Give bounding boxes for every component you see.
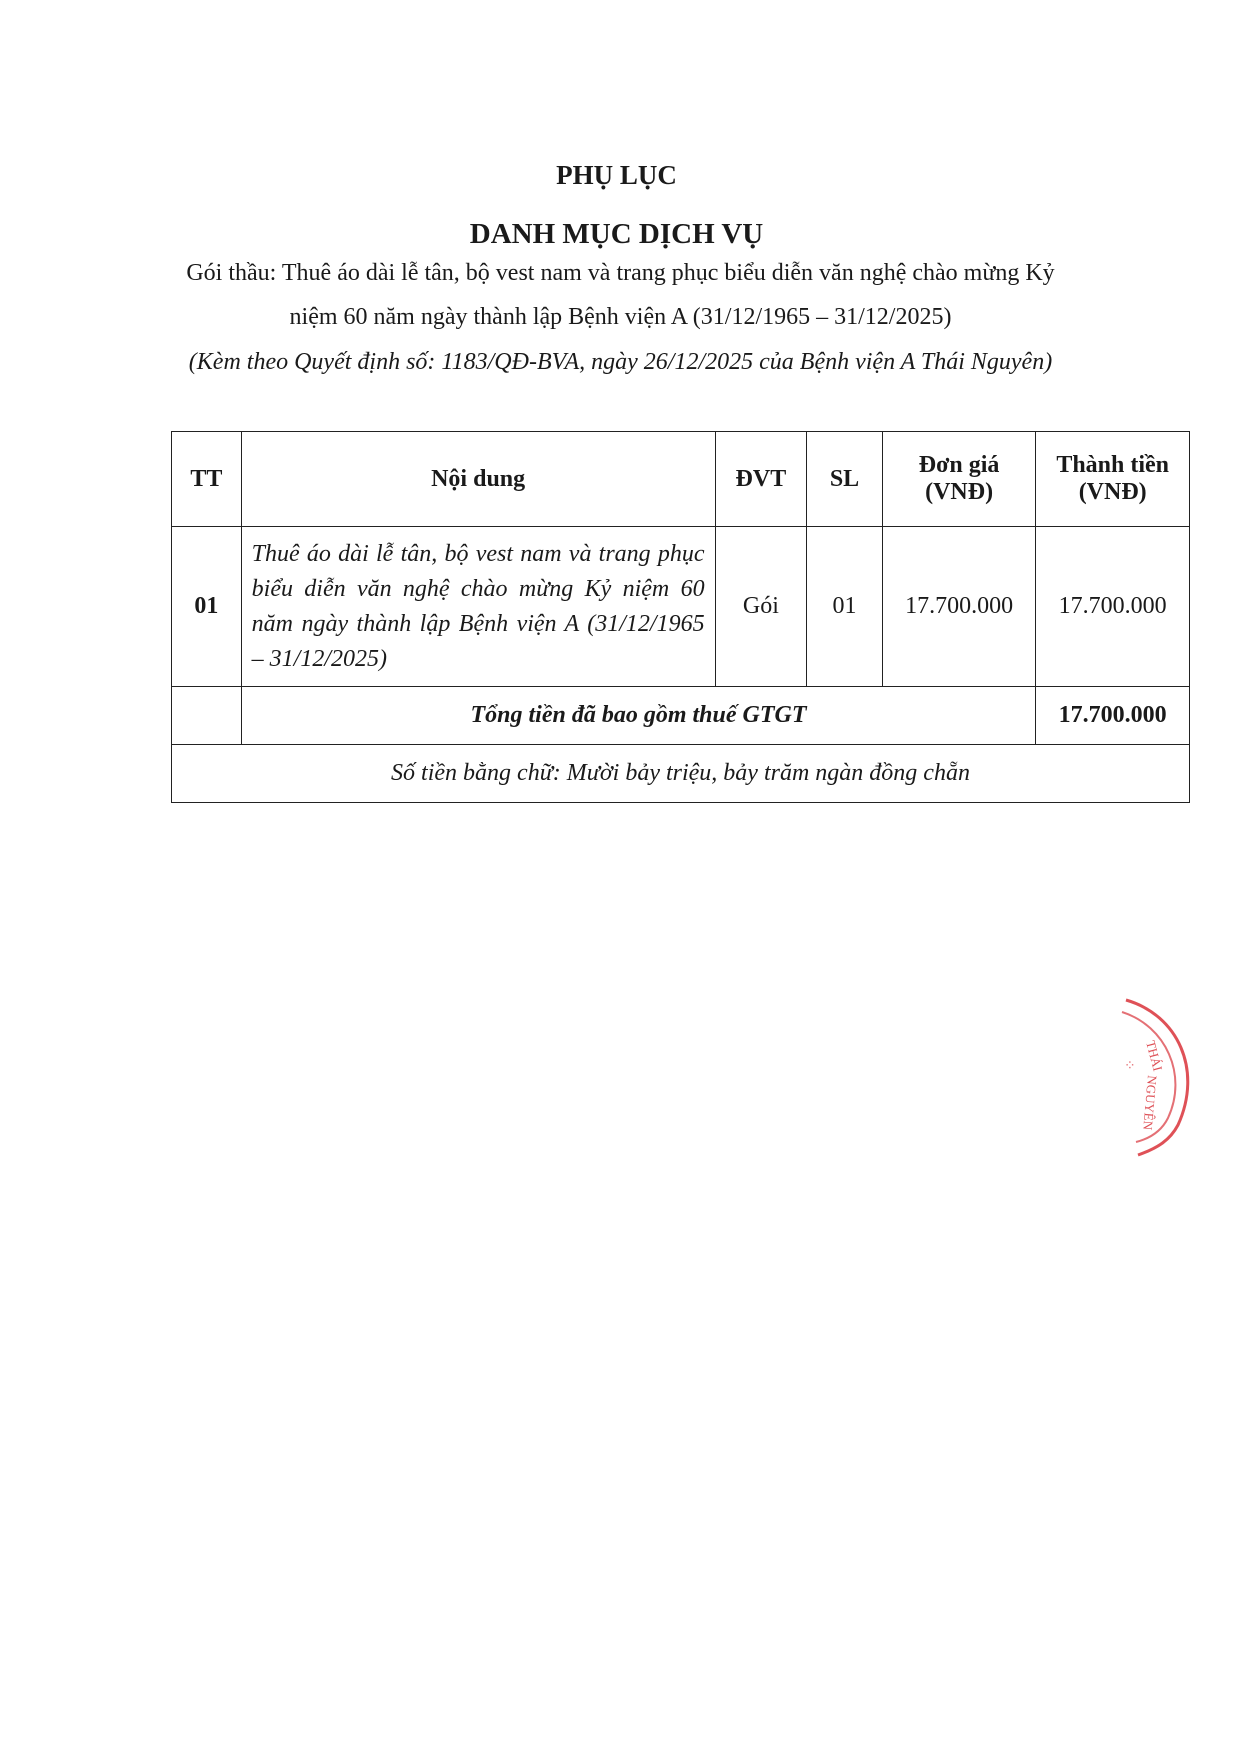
attachment-note: (Kèm theo Quyết định số: 1183/QĐ-BVA, ngày 26/12/2025 của Bệnh viện A Thái Nguyên): [188, 349, 1053, 375]
official-seal-partial: [1118, 990, 1198, 1160]
svg-text:NGUYÊN: NGUYÊN: [1140, 1074, 1160, 1131]
total-label: Tổng tiền đã bao gồm thuế GTGT: [241, 687, 1036, 745]
row-unit-price: 17.700.000: [882, 527, 1036, 687]
row-content: Thuê áo dài lễ tân, bộ vest nam và trang phục biểu diễn văn nghệ chào mừng Kỷ niệm 60 năm ngày thành lập Bệnh viện A (31/12/1965 – 31/12/2025): [241, 527, 715, 687]
service-list-title: DANH MỤC DỊCH VỤ: [469, 218, 764, 250]
header-amount-label: Thành tiền: [1056, 452, 1170, 478]
header-unit-price-currency: (VNĐ): [925, 479, 994, 505]
header-amount-currency: (VNĐ): [1078, 479, 1147, 505]
in-words-row: [172, 745, 1190, 803]
total-empty-cell: [172, 687, 242, 745]
table-header-row: [172, 432, 1190, 527]
amount-in-words: Số tiền bằng chữ: Mười bảy triệu, bảy trăm ngàn đồng chẵn: [172, 745, 1190, 803]
package-line-1: Gói thầu: Thuê áo dài lễ tân, bộ vest nam và trang phục biểu diễn văn nghệ chào mừng Kỷ: [186, 260, 1055, 286]
total-value: 17.700.000: [1036, 687, 1190, 745]
row-unit: Gói: [715, 527, 807, 687]
header-content: Nội dung: [241, 432, 715, 527]
header-unit-price: [882, 432, 1036, 527]
total-row: [172, 687, 1190, 745]
row-amount: 17.700.000: [1036, 527, 1190, 687]
header-amount: [1036, 432, 1190, 527]
header-unit-price-label: Đơn giá: [918, 452, 1000, 478]
svg-text:THÁI: THÁI: [1143, 1038, 1166, 1073]
svg-text:⁘: ⁘: [1124, 1059, 1136, 1074]
row-tt: 01: [172, 527, 242, 687]
header-qty: SL: [807, 432, 883, 527]
package-line-2: niệm 60 năm ngày thành lập Bệnh viện A (31/12/1965 – 31/12/2025): [289, 304, 952, 330]
header-tt: TT: [172, 432, 242, 527]
service-table: [171, 431, 1190, 803]
appendix-title: PHỤ LỤC: [556, 160, 677, 190]
table-row: [172, 527, 1190, 687]
row-qty: 01: [807, 527, 883, 687]
header-unit: ĐVT: [715, 432, 807, 527]
